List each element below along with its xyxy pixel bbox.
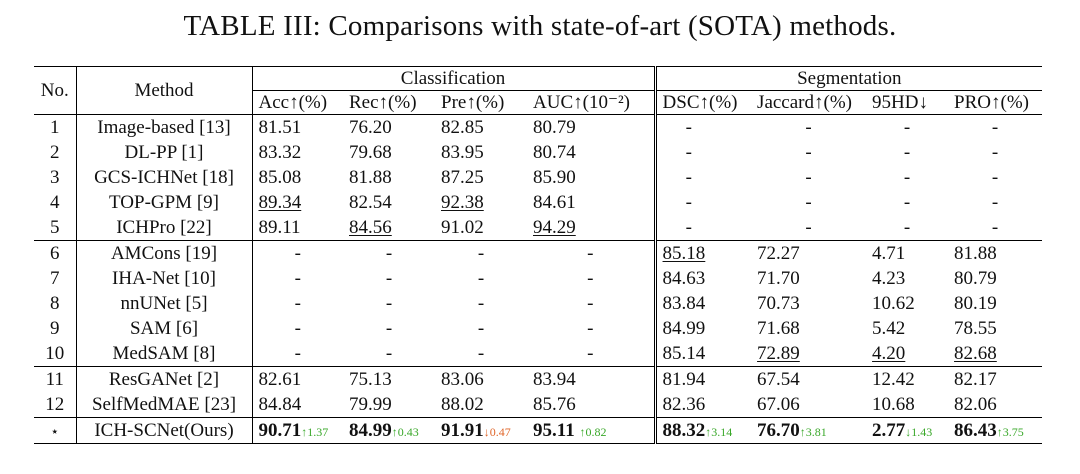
cell-jaccard: 71.68 [757,318,800,339]
cell-pro: 82.68 [954,343,997,364]
cell-acc: 89.34 [258,192,302,213]
cell-jaccard: - [805,217,812,238]
cell-auc: 85.76 [527,392,655,418]
cell-pro: 78.55 [954,318,997,339]
header-dsc: DSC↑(%) [655,91,751,115]
cell-pre: - [477,318,485,339]
cell-95hd: 4.71 [866,241,948,267]
cell-rec: - [385,268,393,289]
cell-acc: - [294,318,301,339]
cell-auc: - [527,341,655,367]
cell-pre: - [477,268,485,289]
row-no: 7 [34,266,76,291]
cell-95hd: 10.68 [872,394,915,415]
cell-rec: 82.54 [349,192,392,213]
cell-dsc: - [685,192,692,213]
cell-acc: 83.32 [258,142,302,163]
cell-pre: 83.95 [441,142,484,163]
table-row [34,215,1042,241]
table-row [34,165,1042,190]
header-pro: PRO↑(%) [948,91,1042,115]
row-method: Image-based [13] [76,115,252,141]
delta-jaccard: ↑3.81 [799,425,827,439]
cell-jaccard: - [805,117,812,138]
cell-pro: - [991,117,999,138]
cell-rec: 84.99 [349,420,392,441]
row-method: ResGANet [2] [76,367,252,393]
table-row [34,190,1042,215]
header-classification: Classification [252,67,655,91]
header-segmentation: Segmentation [655,67,1042,91]
cell-95hd: - [903,142,911,163]
cell-95hd: - [903,117,911,138]
cell-dsc: 85.18 [662,243,706,264]
row-method: ICH-SCNet(Ours) [76,418,252,444]
delta-auc: ↑0.82 [579,425,607,439]
cell-dsc: 84.99 [662,318,706,339]
cell-auc: - [527,241,655,267]
cell-jaccard: 76.70 [757,420,800,441]
cell-jaccard: 72.27 [751,241,866,267]
table-row [34,341,1042,367]
header-95hd: 95HD↓ [866,91,948,115]
cell-auc: 83.94 [527,367,655,393]
cell-pro: 80.19 [954,293,997,314]
cell-dsc: 81.94 [655,367,751,393]
cell-dsc: 84.63 [662,268,706,289]
row-no: 12 [34,392,76,418]
header-no: No. [34,67,76,115]
cell-95hd: 5.42 [872,318,906,339]
row-method: ICHPro [22] [76,215,252,241]
cell-pre: - [435,241,527,267]
row-method: GCS-ICHNet [18] [76,165,252,190]
cell-pro: 82.06 [954,394,997,415]
table-row [34,291,1042,316]
cell-pro: 82.17 [948,367,1042,393]
cell-pro: - [991,217,999,238]
row-method: AMCons [19] [76,241,252,267]
cell-95hd: 10.62 [872,293,915,314]
cell-rec: 79.68 [349,142,392,163]
cell-pro: - [991,192,999,213]
header-acc: Acc↑(%) [252,91,343,115]
cell-pre: 82.85 [441,117,484,138]
row-method: SAM [6] [76,316,252,341]
cell-pre: - [477,343,485,364]
cell-rec: 76.20 [349,117,392,138]
cell-pre: 91.02 [441,217,484,238]
cell-jaccard: - [805,142,812,163]
row-no: 3 [34,165,76,190]
cell-rec: - [385,293,393,314]
row-no: 5 [34,215,76,241]
row-no: 6 [34,241,76,267]
cell-auc: - [527,316,655,341]
cell-95hd: 4.23 [872,268,906,289]
cell-pre: 92.38 [441,192,484,213]
cell-rec: 75.13 [343,367,435,393]
cell-acc: 82.61 [252,367,343,393]
cell-95hd: - [903,217,911,238]
table-caption: TABLE III: Comparisons with state-of-art (SOTA) methods. [183,10,897,42]
cell-dsc: - [685,167,692,188]
row-no-star [34,418,76,444]
cell-acc: 90.71 [258,420,302,441]
cell-pre: 87.25 [441,167,484,188]
cell-jaccard: 72.89 [757,343,800,364]
table-row [34,367,1042,393]
cell-acc: 81.51 [258,117,302,138]
cell-jaccard: 67.54 [751,367,866,393]
cell-jaccard: 67.06 [757,394,800,415]
cell-acc: - [294,268,301,289]
cell-95hd: - [903,167,911,188]
table-row [34,115,1042,141]
row-method: SelfMedMAE [23] [76,392,252,418]
row-no: 11 [34,367,76,393]
row-method: nnUNet [5] [76,291,252,316]
row-no: 4 [34,190,76,215]
cell-auc: - [527,291,655,316]
delta-dsc: ↑3.14 [705,425,733,439]
row-no: 2 [34,140,76,165]
cell-pre: - [477,293,485,314]
header-auc: AUC↑(10⁻²) [527,91,655,115]
cell-rec: 79.99 [349,394,392,415]
cell-acc: - [294,293,301,314]
delta-acc: ↑1.37 [301,425,329,439]
row-no: 8 [34,291,76,316]
table-row [34,266,1042,291]
row-method: TOP-GPM [9] [76,190,252,215]
row-no: 10 [34,341,76,367]
table-row-ours [34,418,1042,444]
cell-auc: 94.29 [533,217,576,238]
row-method: MedSAM [8] [76,341,252,367]
comparison-table [34,66,1042,444]
cell-acc: 89.11 [258,217,301,238]
cell-dsc: 82.36 [662,394,706,415]
table-row [34,140,1042,165]
table-row [34,392,1042,418]
row-method: IHA-Net [10] [76,266,252,291]
cell-dsc: 85.14 [662,343,706,364]
cell-pre: 91.91 [441,420,484,441]
cell-95hd: 12.42 [866,367,948,393]
header-rec: Rec↑(%) [343,91,435,115]
delta-pro: ↑3.75 [996,425,1024,439]
cell-95hd: 2.77 [872,420,906,441]
cell-acc: 84.84 [258,394,302,415]
cell-pre: 83.06 [435,367,527,393]
cell-dsc: - [685,117,692,138]
cell-auc: 80.74 [527,140,655,165]
row-no: 1 [34,115,76,141]
row-no: 9 [34,316,76,341]
cell-rec: 81.88 [349,167,392,188]
cell-auc: 95.11 [533,420,575,441]
cell-auc: - [527,266,655,291]
cell-pro: 80.79 [954,268,997,289]
table-row [34,316,1042,341]
cell-dsc: 83.84 [662,293,706,314]
cell-dsc: - [685,142,692,163]
cell-rec: - [343,241,435,267]
cell-auc: 85.90 [527,165,655,190]
cell-acc: 85.08 [258,167,302,188]
cell-rec: 84.56 [349,217,392,238]
cell-jaccard: - [805,167,812,188]
cell-95hd: - [903,192,911,213]
table-row [34,241,1042,267]
cell-dsc: - [685,217,692,238]
cell-jaccard: 71.70 [757,268,800,289]
header-method: Method [76,67,252,115]
cell-pro: 81.88 [948,241,1042,267]
cell-pro: - [991,167,999,188]
cell-auc: 84.61 [527,190,655,215]
cell-rec: - [385,318,393,339]
cell-pro: - [991,142,999,163]
cell-jaccard: - [805,192,812,213]
cell-pre: 88.02 [441,394,484,415]
cell-95hd: 4.20 [872,343,906,364]
delta-rec: ↑0.43 [391,425,419,439]
cell-dsc: 88.32 [662,420,706,441]
cell-acc: - [252,241,343,267]
cell-rec: - [385,343,393,364]
star-icon: ⋆ [50,425,60,440]
cell-pro: 86.43 [954,420,997,441]
cell-acc: - [294,343,301,364]
header-pre: Pre↑(%) [435,91,527,115]
cell-jaccard: 70.73 [757,293,800,314]
delta-pre: ↓0.47 [483,425,511,439]
cell-auc: 80.79 [527,115,655,141]
row-method: DL-PP [1] [76,140,252,165]
delta-95hd: ↓1.43 [905,425,933,439]
header-jaccard: Jaccard↑(%) [751,91,866,115]
